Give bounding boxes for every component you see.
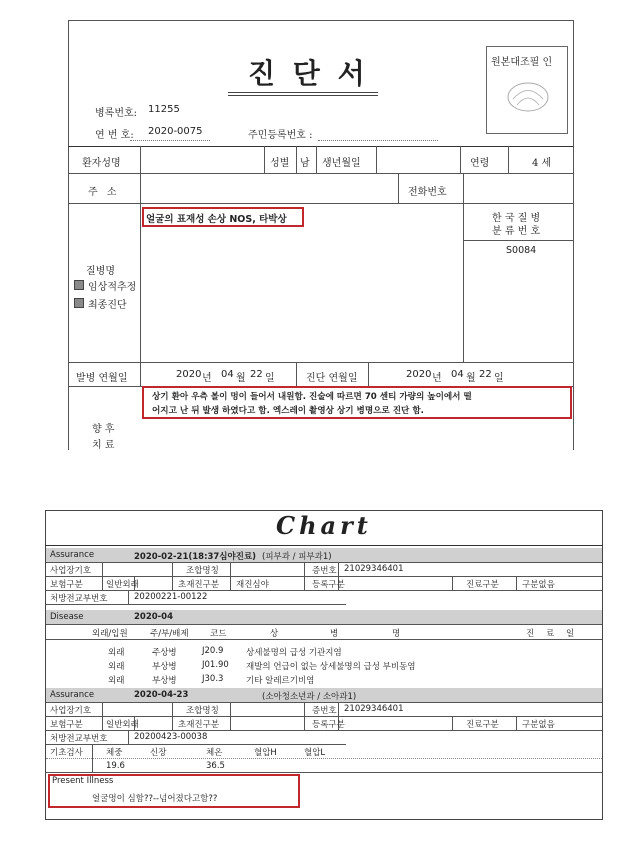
- rx-no-1: 20200221-00122: [134, 592, 208, 602]
- patient-name-label: 환자성명: [82, 158, 121, 169]
- temp-value: 36.5: [206, 761, 225, 771]
- clinical-checkbox[interactable]: [74, 280, 84, 290]
- kcd-label-2: 분 류 번 호: [492, 226, 541, 237]
- disease-row-name: 기타 알레르기비염: [246, 676, 315, 686]
- onset-year: 2020: [176, 369, 202, 380]
- disease-date: 2020-04: [134, 612, 174, 622]
- vitals-label: 기초검사: [50, 748, 83, 758]
- onset-day: 22: [250, 369, 263, 380]
- disease-col-type: 외래/입원: [92, 629, 128, 639]
- assurance-date-2: 2020-04-23: [134, 690, 189, 700]
- remarks-line-1: 상기 환아 우측 볼이 멍이 들어서 내원함. 진술에 따르면 70 센티 가량의 높이에서 떨: [152, 392, 472, 402]
- birth-label: 생년월일: [322, 158, 361, 169]
- phone-label: 전화번호: [408, 187, 447, 198]
- record-no: 11255: [148, 104, 180, 115]
- disease-col-name-1: 상: [270, 629, 279, 639]
- cert-no-2: 21029346401: [344, 704, 404, 714]
- diag-month-unit: 월: [466, 373, 476, 384]
- age-label: 연령: [470, 158, 490, 169]
- prognosis-label-2: 치 료: [92, 440, 115, 451]
- disease-col-date-1: 진: [526, 629, 535, 639]
- present-illness-text: 얼굴멍이 심함??--넘어졌다고함??: [92, 794, 218, 804]
- reg-label-2: 등록구분: [312, 720, 345, 730]
- insurance-value-1: 일반외래: [106, 580, 139, 590]
- union-label-1: 조합명칭: [186, 566, 219, 576]
- cert-label-2: 증번호: [312, 706, 337, 716]
- age-value: 4 세: [532, 158, 552, 169]
- final-checkbox[interactable]: [74, 298, 84, 308]
- address-label: 주 소: [88, 187, 120, 198]
- onset-label: 발병 연월일: [76, 373, 128, 384]
- sex-label: 성별: [270, 158, 290, 169]
- rx-label-1: 처방전교부번호: [50, 594, 108, 604]
- seal-stamp-icon: [503, 77, 553, 117]
- care-value-2: 구분없음: [522, 720, 555, 730]
- kcd-code: S0084: [506, 245, 537, 256]
- cert-no-1: 21029346401: [344, 564, 404, 574]
- disease-row-kind: 부상병: [152, 662, 177, 672]
- record-no-label: 병록번호:: [95, 108, 138, 119]
- assurance-label-1: Assurance: [50, 550, 95, 560]
- diag-day: 22: [479, 369, 492, 380]
- assurance-dept-2: (소아청소년과 / 소아과1): [262, 692, 357, 702]
- disease-col-kind: 주/부/배제: [150, 629, 189, 639]
- diag-date-label: 진단 연월일: [306, 373, 358, 384]
- onset-month: 04: [221, 369, 234, 380]
- onset-year-unit: 년: [202, 373, 212, 384]
- weight-label: 체중: [106, 748, 123, 758]
- visit-label-1: 초재진구분: [178, 580, 220, 590]
- disease-row-name: 상세불명의 급성 기관지염: [246, 648, 342, 658]
- disease-row-code: J30.3: [202, 674, 224, 684]
- disease-row-kind: 주상병: [152, 648, 177, 658]
- disease-row-code: J01.90: [202, 660, 229, 670]
- visit-value-1: 재진심야: [236, 580, 269, 590]
- diag-day-unit: 일: [494, 373, 504, 384]
- final-label: 최종진단: [88, 300, 127, 311]
- disease-col-date-3: 일: [566, 629, 575, 639]
- chart-title: Chart: [276, 511, 372, 540]
- bp-h-label: 혈압H: [254, 748, 277, 758]
- reg-label-1: 등록구분: [312, 580, 345, 590]
- assurance-dept-1: (피부과 / 피부과1): [262, 552, 332, 562]
- cert-label-1: 증번호: [312, 566, 337, 576]
- diag-month: 04: [451, 369, 464, 380]
- diag-year: 2020: [406, 369, 432, 380]
- assurance-label-2: Assurance: [50, 690, 95, 700]
- insurance-value-2: 일반외래: [106, 720, 139, 730]
- disease-row-code: J20.9: [202, 646, 224, 656]
- disease-row-type: 외래: [108, 676, 125, 686]
- workplace-label-1: 사업장기호: [50, 566, 92, 576]
- disease-col-date-2: 료: [546, 629, 555, 639]
- disease-row-kind: 부상병: [152, 676, 177, 686]
- care-value-1: 구분없음: [522, 580, 555, 590]
- disease-col-name-3: 명: [392, 629, 401, 639]
- union-label-2: 조합명칭: [186, 706, 219, 716]
- disease-name-label: 질병명: [86, 266, 115, 277]
- rx-label-2: 처방전교부번호: [50, 734, 108, 744]
- disease-label: Disease: [50, 612, 84, 622]
- bp-l-label: 혈압L: [304, 748, 326, 758]
- present-illness-label: Present Illness: [52, 776, 114, 786]
- sex-value: 남: [300, 158, 310, 169]
- height-label: 신장: [150, 748, 167, 758]
- seal-label: 원본대조필 인: [491, 57, 553, 68]
- disease-row-name: 재발의 언급이 없는 상세불명의 급성 부비동염: [246, 662, 416, 672]
- visit-label-2: 초재진구분: [178, 720, 220, 730]
- insurance-label-1: 보험구분: [50, 580, 83, 590]
- assurance-date-1: 2020-02-21(18:37심야진료): [134, 552, 257, 562]
- care-label-2: 진료구분: [466, 720, 499, 730]
- seal-box: [486, 46, 568, 134]
- insurance-label-2: 보험구분: [50, 720, 83, 730]
- disease-col-name-2: 병: [330, 629, 339, 639]
- disease-row-type: 외래: [108, 648, 125, 658]
- prognosis-label-1: 향 후: [92, 424, 115, 435]
- temp-label: 체온: [206, 748, 223, 758]
- kcd-label-1: 한 국 질 병: [492, 213, 541, 224]
- onset-day-unit: 일: [265, 373, 275, 384]
- disease-header: [46, 610, 602, 624]
- rx-no-2: 20200423-00038: [134, 732, 208, 742]
- resident-no-label: 주민등록번호 :: [248, 130, 313, 141]
- clinical-label: 임상적추정: [88, 282, 137, 293]
- diag-year-unit: 년: [432, 373, 442, 384]
- remarks-line-2: 어지고 난 뒤 발생 하였다고 함. 엑스레이 촬영상 상기 병명으로 진단 함.: [152, 406, 424, 416]
- disease-col-code: 코드: [210, 629, 227, 639]
- workplace-label-2: 사업장기호: [50, 706, 92, 716]
- onset-month-unit: 월: [236, 373, 246, 384]
- disease-name: 얼굴의 표재성 손상 NOS, 타박상: [146, 214, 287, 225]
- serial-no: 2020-0075: [148, 126, 203, 137]
- weight-value: 19.6: [106, 761, 125, 771]
- page-title: 진 단 서: [248, 57, 369, 90]
- disease-row-type: 외래: [108, 662, 125, 672]
- care-label-1: 진료구분: [466, 580, 499, 590]
- serial-label: 연 번 호:: [95, 130, 134, 141]
- medical-chart: [0, 500, 640, 842]
